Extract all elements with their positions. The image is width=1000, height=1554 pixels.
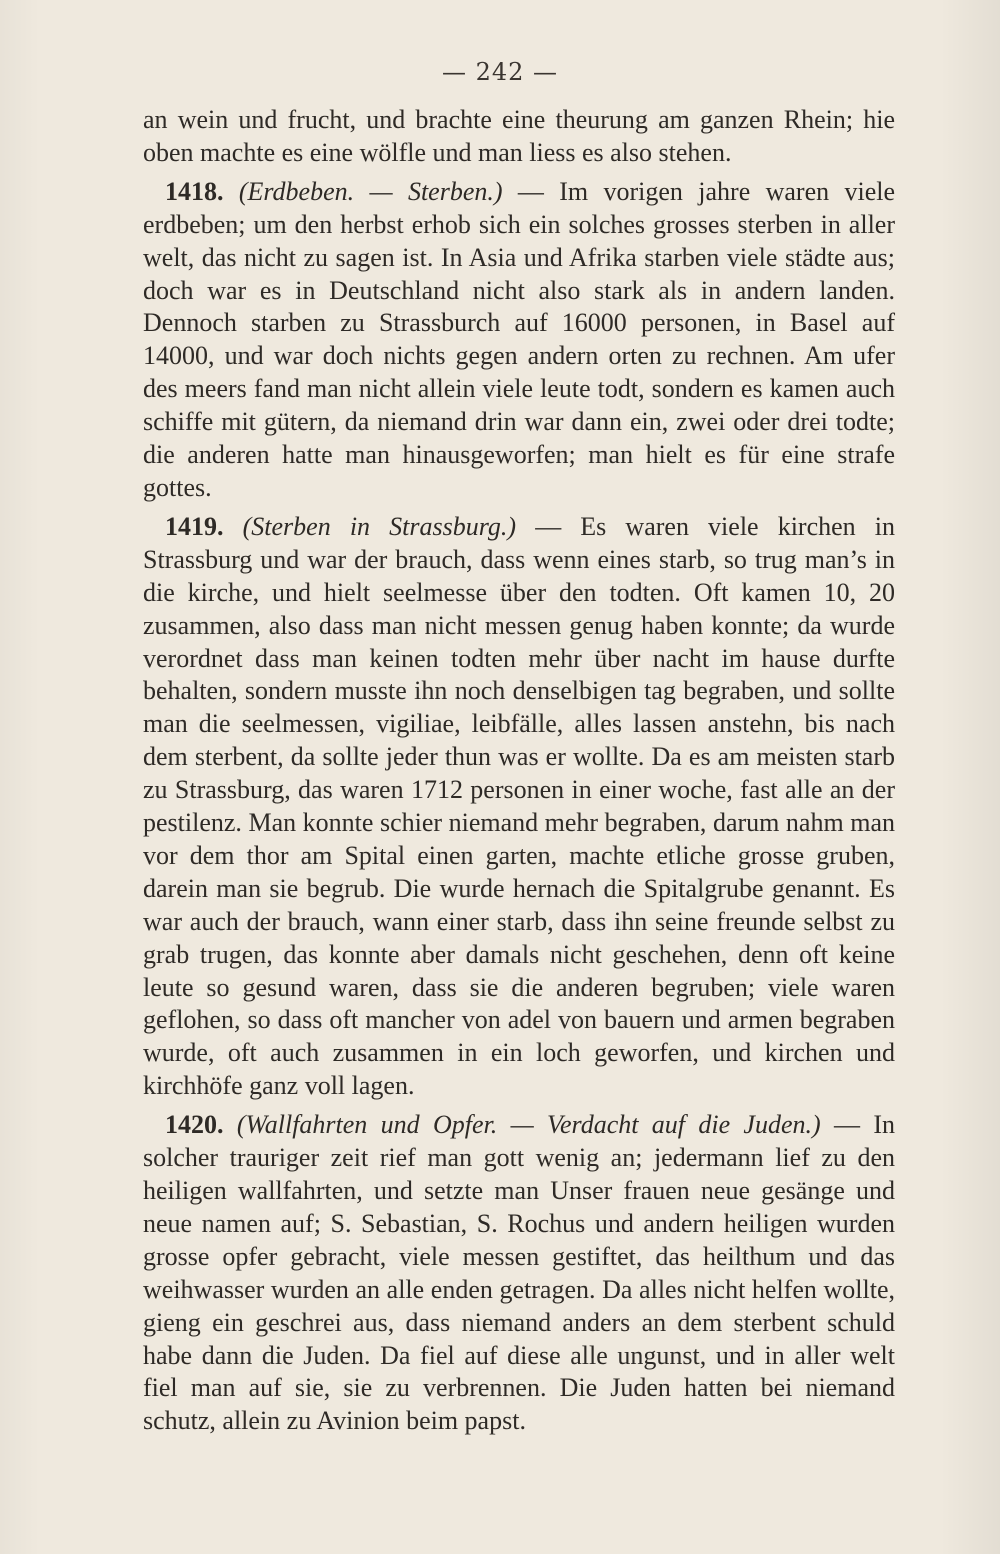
paragraph-title: (Sterben in Strassburg.)	[242, 511, 517, 541]
paragraph-text: an wein und frucht, und brachte eine theurung am ganzen Rhein; hie oben machte es eine wölfle und man liess es also stehen.	[143, 105, 895, 167]
page-number: — 242 —	[441, 58, 559, 86]
paragraph-year: 1418.	[165, 176, 224, 206]
paragraph-text: — Es waren viele kirchen in Strassburg und war der brauch, dass wenn eines starb, so trug man’s in die kirche, und hielt seelmesse über den todten. Oft kamen 10, 20 zusammen, also dass man nicht messen genug haben konnte; da wurde verordnet dass man keinen todten mehr über nacht im hause durfte behalten, sondern musste ihn noch denselbigen tag begraben, und sollte man die seelmessen, vigiliae, leibfälle, alles lassen anstehn, bis nach dem sterbent, da sollte jeder thun was er wollte. Da es am meisten starb zu Strassburg, das waren 1712 personen in einer woche, fast alle an der pestilenz. Man konnte schier niemand mehr begraben, darum nahm man vor dem thor am Spital einen garten, machte etliche grosse gruben, darein man sie begrub. Die wurde hernach die Spitalgrube genannt. Es war auch der brauch, wann einer starb, dass ihn seine freunde selbst zu grab trugen, das konnte aber damals nicht geschehen, denn oft keine leute so gesund waren, dass sie die anderen begruben; viele waren geflohen, so dass oft mancher von adel von bauern und armen begraben wurde, oft auch zusammen in ein loch geworfen, und kirchen und kirchhöfe ganz voll lagen.	[143, 511, 896, 1101]
body-text	[143, 104, 895, 1438]
paragraph-text: — Im vorigen jahre waren viele erdbeben; um den herbst erhob sich ein solches grosses sterben in aller welt, das nicht zu sagen ist. In Asia und Afrika starben viele städte aus; doch war es in Deutschland nicht also stark als in andern landen. Dennoch starben zu Strassburch auf 16000 personen, in Basel auf 14000, und war doch nichts gegen andern orten zu rechnen. Am ufer des meers fand man nicht allein viele leute todt, sondern es kamen auch schiffe mit gütern, da niemand drin war dann ein, zwei oder drei todte; die anderen hatte man hinausgeworfen; man hielt es für eine strafe gottes.	[143, 176, 895, 502]
paragraph-title: (Erdbeben. — Sterben.)	[238, 176, 503, 206]
paragraph-year: 1420.	[165, 1110, 224, 1140]
paragraph-year: 1419.	[165, 511, 224, 541]
paragraph-1420	[143, 1109, 895, 1438]
paragraph-1418	[143, 176, 895, 505]
paragraph-title: (Wallfahrten und Opfer. — Verdacht auf die Juden.)	[236, 1110, 821, 1140]
paragraph-1419	[143, 511, 895, 1103]
paragraph-continuation	[143, 104, 895, 170]
paragraph-text: — In solcher trauriger zeit rief man gott wenig an; jedermann lief zu den heiligen wallfahrten, und setzte man Unser frauen neue gesänge und neue namen auf; S. Sebastian, S. Rochus und andern heiligen wurden grosse opfer gebracht, viele messen gestiftet, das heilthum und das weihwasser wurden an alle enden getragen. Da alles nicht helfen wollte, gieng ein geschrei aus, dass niemand anders an dem sterbent schuld habe dann die Juden. Da fiel auf diese alle ungunst, und in aller welt fiel man auf sie, sie zu verbrennen. Die Juden hatten bei niemand schutz, allein zu Avinion beim papst.	[143, 1110, 896, 1436]
